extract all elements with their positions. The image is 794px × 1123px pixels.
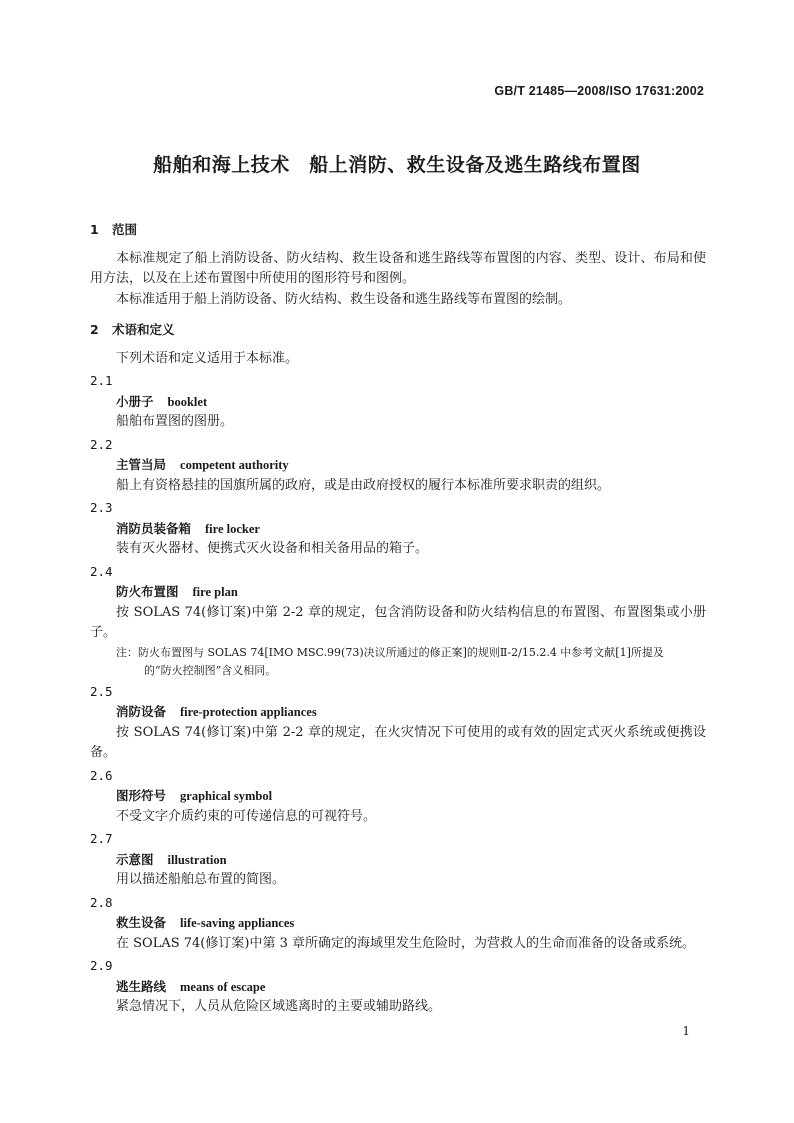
term-en: fire-protection appliances <box>180 705 317 719</box>
term-heading <box>90 786 706 807</box>
term-entry <box>90 766 706 828</box>
term-definition: 装有灭火器材、便携式灭火设备和相关备用品的箱子。 <box>116 541 429 556</box>
term-zh: 图形符号 <box>116 788 167 803</box>
term-zh: 消防员装备箱 <box>116 520 192 536</box>
term-definition: 船舶布置图的图册。 <box>116 414 234 429</box>
term-zh: 消防设备 <box>116 704 167 719</box>
term-definition: 在 SOLAS 74(修订案)中第 3 章所确定的海域里发生危险时，为营救人的生命而准备的设备或系统。 <box>116 935 695 951</box>
term-heading <box>90 913 706 934</box>
term-heading <box>90 455 706 476</box>
clause-number: 2.1 <box>90 373 113 388</box>
term-heading <box>90 850 706 871</box>
term-zh: 救生设备 <box>116 915 167 930</box>
section-2-title: 术语和定义 <box>112 322 175 337</box>
term-zh: 逃生路线 <box>116 978 167 994</box>
term-definition: 紧急情况下，人员从危险区域逃离时的主要或辅助路线。 <box>116 999 442 1014</box>
term-heading <box>90 582 706 603</box>
term-entry <box>90 956 706 1018</box>
term-entry <box>90 435 706 497</box>
note-line: 注：防火布置图与 SOLAS 74[IMO MSC.99(73)决议所通过的修正案]的规则Ⅱ-2/15.2.4 中参考文献[1]所提及 <box>116 645 664 659</box>
section-1-number: 1 <box>90 222 99 237</box>
term-en: illustration <box>167 852 227 867</box>
term-zh: 主管当局 <box>116 457 167 472</box>
term-heading <box>90 977 706 998</box>
section-1-paragraph: 本标准适用于船上消防设备、防火结构、救生设备和逃生路线等布置图的绘制。 <box>116 291 572 307</box>
term-en: life-saving appliances <box>180 916 295 930</box>
page-number: 1 <box>682 1024 690 1038</box>
term-entry <box>90 682 706 764</box>
note-line: 的“防火控制图”含义相同。 <box>144 663 277 677</box>
term-definition: 船上有资格悬挂的国旗所属的政府，或是由政府授权的履行本标准所要求职责的组织。 <box>116 477 611 493</box>
term-definition: 用以描述船舶总布置的简图。 <box>116 872 286 887</box>
term-en: competent authority <box>180 458 289 472</box>
clause-number: 2.5 <box>90 683 113 699</box>
term-en: fire locker <box>205 521 260 536</box>
term-definition: 按 SOLAS 74(修订案)中第 2-2 章的规定，在火灾情况下可使用的或有效的固定式灭火系统或便携设备。 <box>90 724 706 760</box>
section-2-intro: 下列术语和定义适用于本标准。 <box>116 350 299 366</box>
term-definition: 按 SOLAS 74(修订案)中第 2-2 章的规定，包含消防设备和防火结构信息的布置图、布置图集或小册子。 <box>90 604 706 640</box>
document-title: 船舶和海上技术 船上消防、救生设备及逃生路线布置图 <box>153 154 641 176</box>
term-en: graphical symbol <box>180 789 273 803</box>
term-entry <box>90 371 706 433</box>
clause-number: 2.7 <box>90 831 113 846</box>
term-zh: 示意图 <box>116 851 154 867</box>
term-entry <box>90 498 706 560</box>
standard-code: GB/T 21485—2008/ISO 17631:2002 <box>494 84 704 98</box>
term-heading <box>90 392 706 413</box>
section-1-title: 范围 <box>112 222 138 237</box>
section-1-paragraph: 本标准规定了船上消防设备、防火结构、救生设备和逃生路线等布置图的内容、类型、设计、布局和使用方法，以及在上述布置图中所使用的图形符号和图例。 <box>90 250 706 286</box>
section-2-number: 2 <box>90 322 99 337</box>
document-body <box>90 220 706 1018</box>
clause-number: 2.9 <box>90 958 113 973</box>
clause-number: 2.4 <box>90 563 113 579</box>
section-1-heading <box>90 220 706 241</box>
section-2-heading <box>90 320 706 341</box>
clause-number: 2.3 <box>90 500 113 515</box>
term-heading <box>90 702 706 723</box>
clause-number: 2.8 <box>90 894 113 910</box>
term-entry <box>90 893 706 955</box>
term-en: fire plan <box>192 585 238 599</box>
term-definition: 不受文字介质约束的可传递信息的可视符号。 <box>116 808 377 824</box>
term-en: booklet <box>167 394 208 409</box>
term-zh: 小册子 <box>116 393 154 409</box>
term-entry <box>90 562 706 680</box>
term-en: means of escape <box>180 979 266 994</box>
clause-number: 2.2 <box>90 436 113 452</box>
term-note <box>90 644 706 680</box>
term-heading <box>90 519 706 540</box>
term-entry <box>90 829 706 891</box>
clause-number: 2.6 <box>90 767 113 783</box>
term-zh: 防火布置图 <box>116 584 179 599</box>
